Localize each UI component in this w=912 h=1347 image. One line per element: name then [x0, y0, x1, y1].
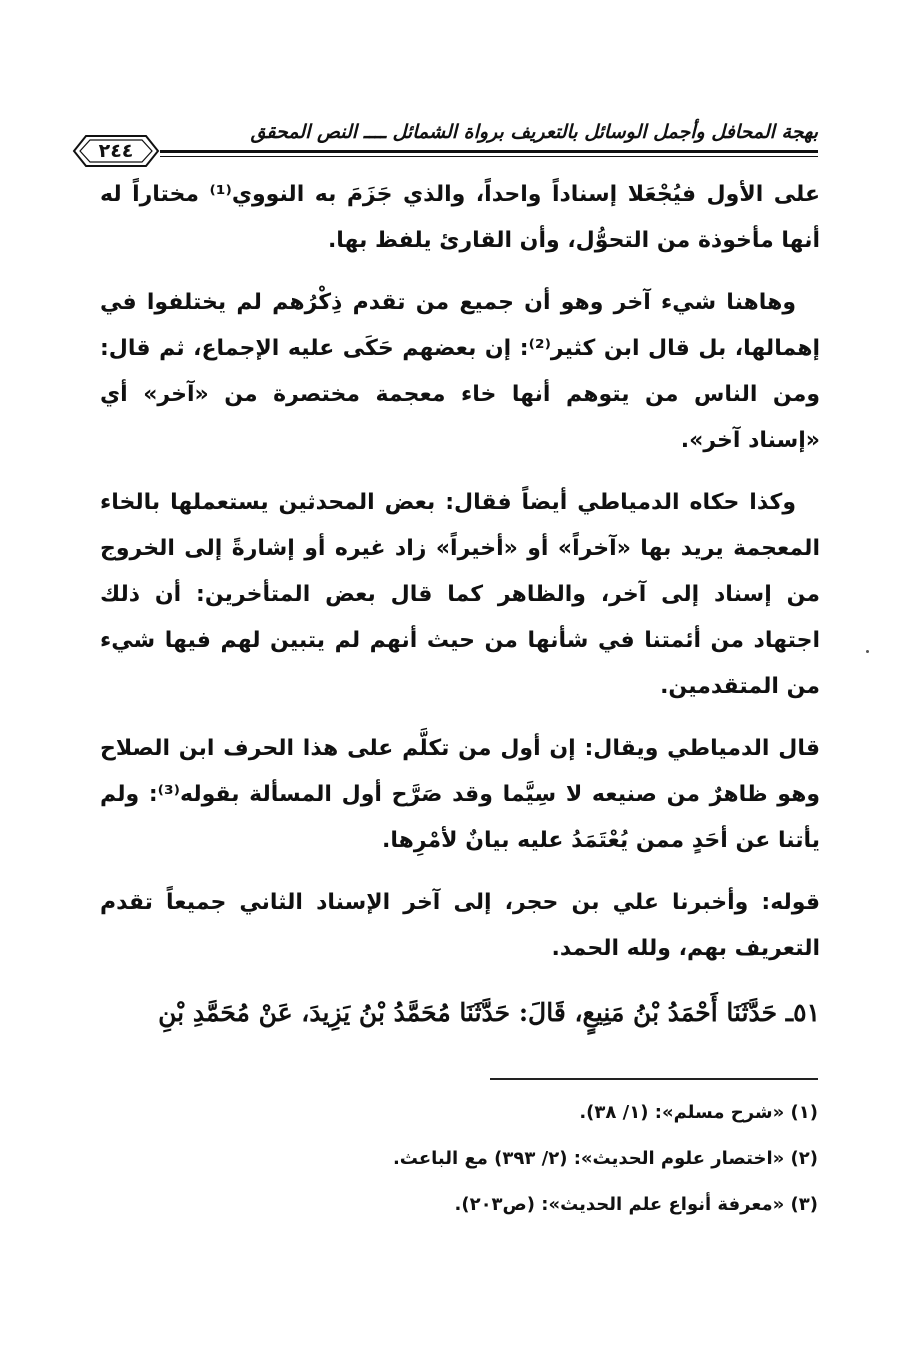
page-header	[72, 118, 818, 162]
paragraph-5-text: إلى آخر الإسناد الثاني جميعاً تقدم التعريف بهم، ولله الحمد.	[100, 890, 820, 961]
paragraph-3: وكذا حكاه الدمياطي أيضاً فقال: بعض المحدثين يستعملها بالخاء المعجمة يريد بها «آخراً» أو «أخيراً» زاد غيره أو إشارةً إلى الخروج من إسناد إلى آخر، والظاهر كما قال بعض المتأخرين: أن ذلك اجتهاد من أئمتنا في شأنها من حيث أنهم لم يتبين لهم فيها شيء من المتقدمين.	[100, 490, 820, 699]
footnote-2: (٢) «اختصار علوم الحديث»: (٢/ ٣٩٣) مع الباعث.	[392, 1148, 818, 1169]
page-number: ٢٤٤	[98, 140, 134, 162]
running-title: بهجة المحافل وأجمل الوسائل بالتعريف برواة الشمائل ــــ النص المحقق	[250, 121, 818, 143]
paragraph-5	[100, 880, 820, 972]
header-rule-thin	[160, 156, 818, 157]
header-rule	[160, 150, 818, 153]
footnote-3: (٣) «معرفة أنواع علم الحديث»: (ص٢٠٣).	[454, 1194, 818, 1215]
footnotes	[98, 1090, 818, 1228]
footnote-1: (١) «شرح مسلم»: (١/ ٣٨).	[579, 1102, 818, 1123]
hadith-line: ٥١ـ حَدَّثَنَا أَحْمَدُ بْنُ مَنِيعٍ، قَالَ: حَدَّثَنَا مُحَمَّدُ بْنُ يَزِيدَ، عَنْ مُحَمَّدِ بْنِ	[158, 998, 820, 1027]
footnote-rule	[490, 1078, 818, 1080]
page-number-frame	[72, 132, 160, 170]
scan-speck	[866, 650, 869, 653]
paragraph-5-lead: قوله: وأخبرنا علي بن حجر،	[504, 890, 821, 915]
paragraph-1: على الأول فيُجْعَلا إسناداً واحداً، والذي جَزَمَ به النووي⁽¹⁾ مختاراً له أنها مأخوذة من التحوُّل، وأن القارئ يلفظ بها.	[100, 182, 820, 253]
paragraph-4: قال الدمياطي ويقال: إن أول من تكلَّم على هذا الحرف ابن الصلاح وهو ظاهرٌ من صنيعه لا سِيَّما وقد صَرَّح أول المسألة بقوله⁽³⁾: ولم يأتنا عن أحَدٍ ممن يُعْتَمَدُ عليه بيانٌ لأمْرِها.	[100, 736, 821, 853]
main-text	[100, 172, 820, 1038]
paragraph-2: وهاهنا شيء آخر وهو أن جميع من تقدم ذِكْرُهم لم يختلفوا في إهمالها، بل قال ابن كثير⁽²⁾: إن بعضهم حَكَى عليه الإجماع، ثم قال: ومن الناس من يتوهم أنها خاء معجمة مختصرة من «آخر» أي «إسناد آخر».	[100, 290, 820, 453]
